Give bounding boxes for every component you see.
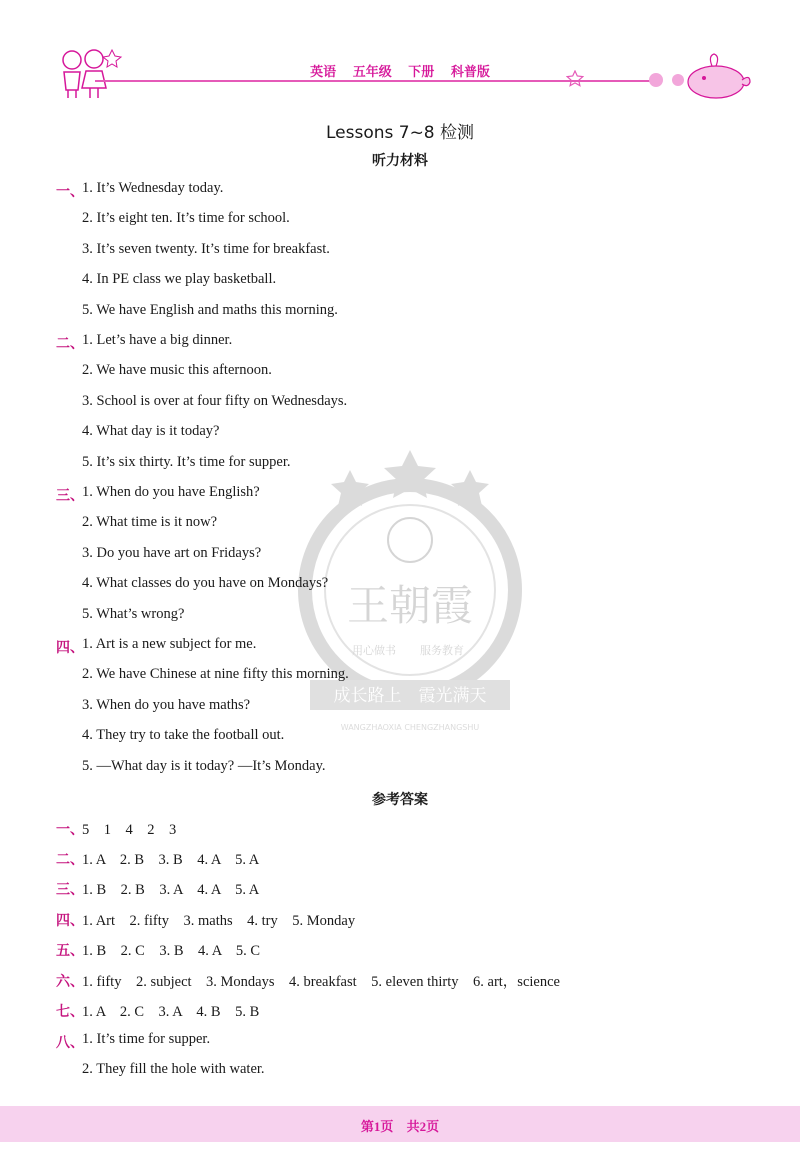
answer-row: 1. A 2. C 3. A 4. B 5. B	[82, 1004, 260, 1020]
list-item: 4. What classes do you have on Mondays?	[82, 575, 329, 591]
answer-row: 1. A 2. B 3. B 4. A 5. A	[82, 852, 260, 868]
list-item: 4. What day is it today?	[82, 423, 220, 439]
list-item: 4. In PE class we play basketball.	[82, 271, 277, 287]
watermark-banner: 成长路上 霞光满天	[333, 686, 487, 706]
whale-illustration	[682, 52, 752, 100]
answer-num: 三、	[56, 882, 84, 898]
list-item: 4. They try to take the football out.	[82, 727, 285, 743]
answer-num: 六、	[56, 974, 84, 990]
answer-num: 四、	[56, 913, 84, 929]
listening-num-4: 四、	[56, 640, 84, 656]
answer-row: 1. It’s time for supper.	[82, 1031, 211, 1047]
answer-num: 七、	[56, 1004, 84, 1020]
list-item: 5. We have English and maths this morning.	[82, 302, 338, 318]
header-subject: 英语	[310, 65, 337, 80]
page-number: 第1页	[360, 1119, 394, 1134]
answer-row: 2. They fill the hole with water.	[82, 1061, 265, 1077]
list-item: 3. It’s seven twenty. It’s time for breakfast.	[82, 241, 330, 257]
page-total: 共2页	[406, 1119, 440, 1134]
watermark-motto2: 服务教育	[420, 644, 464, 657]
page-header	[0, 0, 800, 110]
list-item: 3. Do you have art on Fridays?	[82, 545, 262, 561]
list-item: 5. —What day is it today? —It’s Monday.	[82, 758, 326, 774]
header-term: 下册	[408, 65, 435, 80]
list-item: 1. Art is a new subject for me.	[82, 636, 257, 652]
listening-num-1: 一、	[56, 184, 84, 200]
list-item: 1. It’s Wednesday today.	[82, 180, 224, 196]
answer-row: 5 1 4 2 3	[82, 822, 177, 838]
list-item: 3. When do you have maths?	[82, 697, 251, 713]
list-item: 2. We have music this afternoon.	[82, 362, 272, 378]
answer-num: 二、	[56, 852, 84, 868]
answer-row: 1. B 2. C 3. B 4. A 5. C	[82, 943, 261, 959]
listening-num-2: 二、	[56, 336, 84, 352]
watermark-motto1: 用心做书	[352, 644, 396, 657]
list-item: 2. We have Chinese at nine fifty this morning.	[82, 666, 349, 682]
list-item: 2. What time is it now?	[82, 514, 218, 530]
answer-num: 五、	[56, 943, 84, 959]
header-grade: 五年级	[352, 65, 392, 80]
listening-title: 听力材料	[372, 153, 428, 169]
answer-num: 一、	[56, 822, 84, 838]
answer-row: 1. fifty 2. subject 3. Mondays 4. breakfast 5. eleven thirty 6. art，science	[82, 974, 560, 990]
list-item: 1. Let’s have a big dinner.	[82, 332, 233, 348]
list-item: 5. What’s wrong?	[82, 606, 185, 622]
header-edition: 科普版	[450, 65, 490, 80]
list-item: 1. When do you have English?	[82, 484, 260, 500]
answer-num: 八、	[56, 1035, 84, 1051]
answer-row: 1. B 2. B 3. A 4. A 5. A	[82, 882, 260, 898]
listening-num-3: 三、	[56, 488, 84, 504]
star-icon	[566, 70, 584, 88]
list-item: 2. It’s eight ten. It’s time for school.	[82, 210, 290, 226]
watermark-name: 王朝霞	[346, 581, 474, 630]
answer-row: 1. Art 2. fifty 3. maths 4. try 5. Monday	[82, 913, 356, 929]
list-item: 3. School is over at four fifty on Wednesdays.	[82, 393, 348, 409]
list-item: 5. It’s six thirty. It’s time for supper.	[82, 454, 291, 470]
page-title: Lessons 7~8 检测	[325, 123, 475, 143]
page-footer	[0, 1116, 800, 1135]
answers-title: 参考答案	[372, 792, 428, 808]
watermark-ring-text: WANGZHAOXIA CHENGZHANGSHU	[340, 723, 480, 732]
